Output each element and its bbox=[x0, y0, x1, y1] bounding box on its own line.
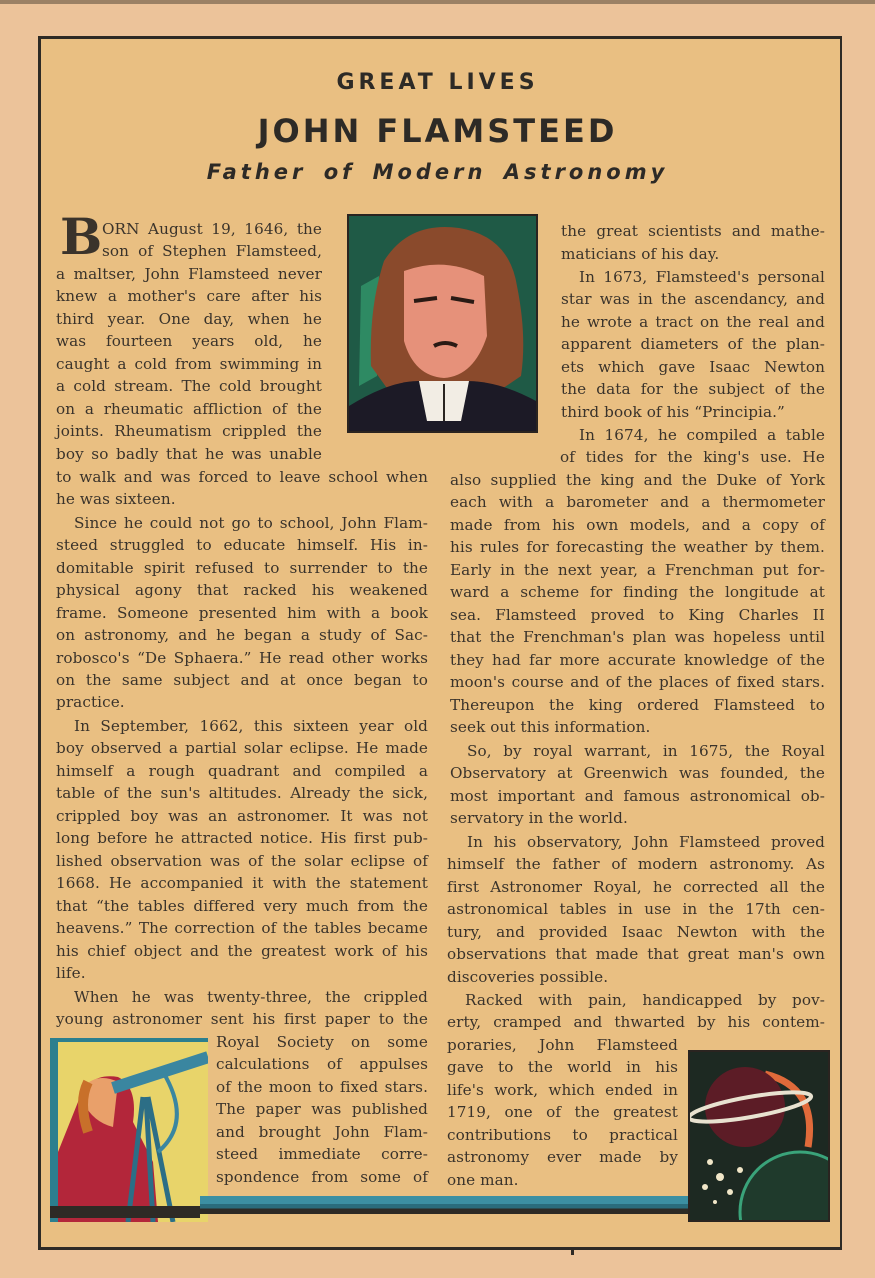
text-line: was fourteen years old, he bbox=[56, 332, 322, 350]
text-line: ward a scheme for finding the longitude at bbox=[450, 583, 825, 601]
text-line: made from his own models, and a copy of bbox=[450, 516, 825, 534]
text-line: that “the tables differed very much from the bbox=[56, 897, 428, 915]
text-line: apparent diameters of the plan- bbox=[561, 335, 825, 353]
text-line: In his observatory, John Flamsteed proved bbox=[467, 833, 825, 851]
text-line: life's work, which ended in bbox=[447, 1081, 678, 1099]
section-kicker: GREAT LIVES bbox=[336, 70, 539, 95]
text-line: Thereupon the king ordered Flamsteed to bbox=[450, 696, 825, 714]
text-line: servatory in the world. bbox=[450, 809, 628, 827]
text-line: he was sixteen. bbox=[56, 490, 176, 508]
text-line: on the same subject and at once began to bbox=[56, 671, 428, 689]
text-line: calculations of appulses bbox=[216, 1055, 428, 1073]
text-line: Observatory at Greenwich was founded, the bbox=[450, 764, 825, 782]
text-line: his chief object and the greatest work of his bbox=[56, 942, 428, 960]
text-line: that the Frenchman's plan was hopeless until bbox=[450, 628, 825, 646]
text-line: of tides for the king's use. He bbox=[560, 448, 825, 466]
text-line: one man. bbox=[447, 1171, 519, 1189]
text-line: 1668. He accompanied it with the statement bbox=[56, 874, 428, 892]
text-line: physical agony that racked his weakened bbox=[56, 581, 428, 599]
text-line: his rules for forecasting the weather by them. bbox=[450, 538, 825, 556]
text-line: star was in the ascendancy, and bbox=[561, 290, 825, 308]
text-line: ORN August 19, 1646, the bbox=[102, 220, 322, 238]
text-line: steed struggled to educate himself. His in- bbox=[56, 536, 428, 554]
text-line: the data for the subject of the bbox=[561, 380, 825, 398]
text-line: sea. Flamsteed proved to King Charles II bbox=[450, 606, 825, 624]
portrait-icon bbox=[349, 216, 536, 431]
text-line: seek out this information. bbox=[450, 718, 651, 736]
text-line: robosco's “De Sphaera.” He read other works bbox=[56, 649, 428, 667]
text-line: son of Stephen Flamsteed, bbox=[102, 242, 322, 260]
text-line: a cold stream. The cold brought bbox=[56, 377, 322, 395]
page-top-edge bbox=[0, 0, 875, 4]
text-line: maticians of his day. bbox=[561, 245, 720, 263]
text-line: caught a cold from swimming in bbox=[56, 355, 322, 373]
text-line: In September, 1662, this sixteen year old bbox=[74, 717, 428, 735]
text-line: young astronomer sent his first paper to the bbox=[56, 1010, 428, 1028]
text-line: ets which gave Isaac Newton bbox=[561, 358, 825, 376]
drop-cap: B bbox=[60, 207, 103, 266]
text-line: lished observation was of the solar eclipse of bbox=[56, 852, 428, 870]
bottom-teal-band bbox=[200, 1196, 688, 1214]
text-line: astronomical tables in use in the 17th cen- bbox=[447, 900, 825, 918]
text-line: on a rheumatic affliction of the bbox=[56, 400, 322, 418]
text-line: most important and famous astronomical ob- bbox=[450, 787, 825, 805]
text-line: of the moon to fixed stars. bbox=[216, 1078, 428, 1096]
text-line: In 1673, Flamsteed's personal bbox=[579, 268, 825, 286]
article-title: JOHN FLAMSTEED bbox=[257, 112, 618, 150]
planets-illustration bbox=[688, 1050, 830, 1222]
text-line: the great scientists and mathe- bbox=[561, 222, 825, 240]
text-line: In 1674, he compiled a table bbox=[579, 426, 825, 444]
text-line: erty, cramped and thwarted by his contem- bbox=[447, 1013, 825, 1031]
text-line: moon's course and of the places of fixed stars. bbox=[450, 673, 825, 691]
ringed-planet-icon bbox=[690, 1052, 828, 1220]
portrait-illustration bbox=[347, 214, 538, 433]
text-line: tury, and provided Isaac Newton with the bbox=[447, 923, 825, 941]
text-line: he wrote a tract on the real and bbox=[561, 313, 825, 331]
text-line: spondence from some of bbox=[216, 1168, 428, 1186]
text-line: observations that made that great man's own bbox=[447, 945, 825, 963]
text-line: Royal Society on some bbox=[216, 1033, 428, 1051]
text-line: himself the father of modern astronomy. As bbox=[447, 855, 825, 873]
bottom-band-left bbox=[50, 1206, 200, 1218]
telescope-icon bbox=[58, 1042, 208, 1222]
text-line: each with a barometer and a thermometer bbox=[450, 493, 825, 511]
text-line: 1719, one of the greatest bbox=[447, 1103, 678, 1121]
text-line: contributions to practical bbox=[447, 1126, 678, 1144]
text-line: When he was twenty-three, the crippled bbox=[74, 988, 428, 1006]
text-line: Since he could not go to school, John Flam- bbox=[74, 514, 428, 532]
text-line: practice. bbox=[56, 693, 125, 711]
text-line: life. bbox=[56, 964, 86, 982]
text-line: table of the sun's altitudes. Already the sick, bbox=[56, 784, 428, 802]
text-line: domitable spirit refused to surrender to the bbox=[56, 559, 428, 577]
text-line: boy observed a partial solar eclipse. He made bbox=[56, 739, 428, 757]
text-line: joints. Rheumatism crippled the bbox=[56, 422, 322, 440]
text-line: to walk and was forced to leave school when bbox=[56, 468, 428, 486]
text-line: on astronomy, and he began a study of Sac- bbox=[56, 626, 428, 644]
text-line: and brought John Flam- bbox=[216, 1123, 428, 1141]
text-line: knew a mother's care after his bbox=[56, 287, 322, 305]
text-line: steed immediate corre- bbox=[216, 1145, 428, 1163]
text-line: discoveries possible. bbox=[447, 968, 609, 986]
text-line: himself a rough quadrant and compiled a bbox=[56, 762, 428, 780]
text-line: crippled boy was an astronomer. It was not bbox=[56, 807, 428, 825]
text-line: long before he attracted notice. His first pub- bbox=[56, 829, 428, 847]
text-line: also supplied the king and the Duke of York bbox=[450, 471, 825, 489]
text-line: astronomy ever made by bbox=[447, 1148, 678, 1166]
text-line: first Astronomer Royal, he corrected all the bbox=[447, 878, 825, 896]
text-line: a maltser, John Flamsteed never bbox=[56, 265, 322, 283]
text-line: third book of his “Principia.” bbox=[561, 403, 785, 421]
text-line: Early in the next year, a Frenchman put for- bbox=[450, 561, 825, 579]
text-line: boy so badly that he was unable bbox=[56, 445, 322, 463]
page-mark bbox=[571, 1249, 574, 1255]
telescope-illustration bbox=[50, 1038, 208, 1222]
text-line: heavens.” The correction of the tables became bbox=[56, 919, 428, 937]
text-line: The paper was published bbox=[216, 1100, 428, 1118]
article-subtitle: Father of Modern Astronomy bbox=[206, 160, 669, 184]
text-line: third year. One day, when he bbox=[56, 310, 322, 328]
text-line: gave to the world in his bbox=[447, 1058, 678, 1076]
text-line: frame. Someone presented him with a book bbox=[56, 604, 428, 622]
text-line: So, by royal warrant, in 1675, the Royal bbox=[467, 742, 825, 760]
text-line: they had far more accurate knowledge of the bbox=[450, 651, 825, 669]
text-line: Racked with pain, handicapped by pov- bbox=[465, 991, 825, 1009]
text-line: poraries, John Flamsteed bbox=[447, 1036, 678, 1054]
